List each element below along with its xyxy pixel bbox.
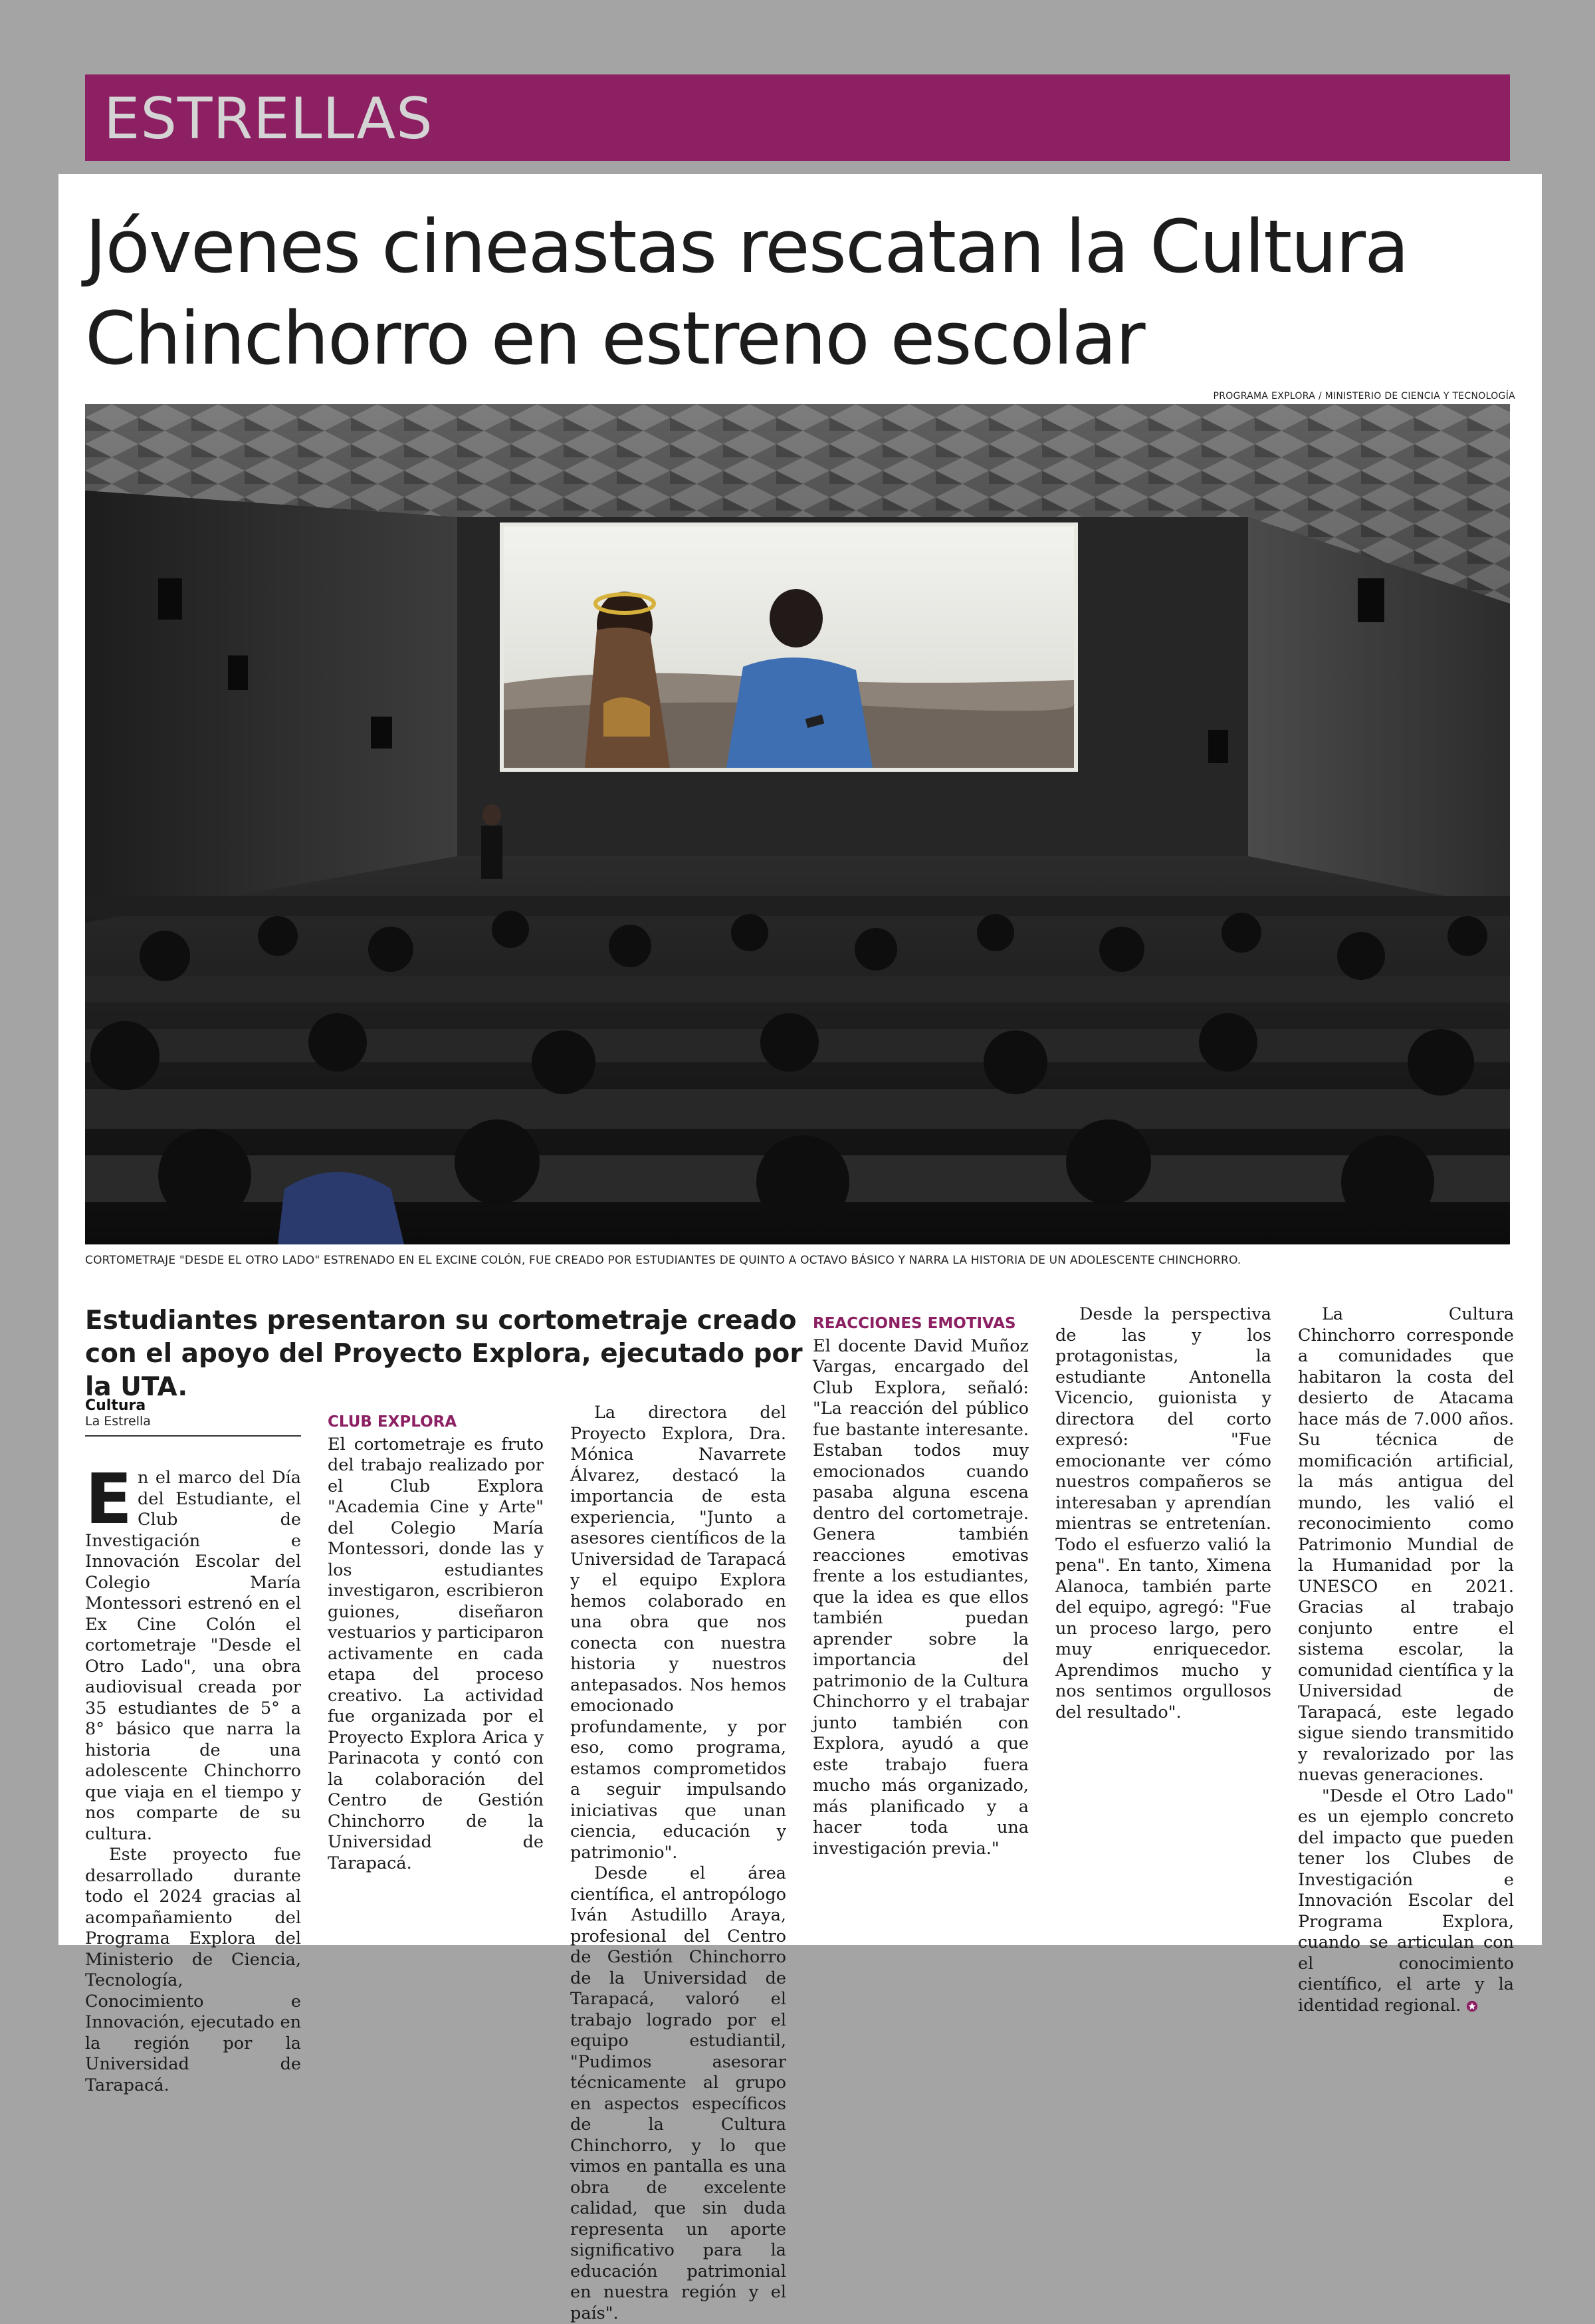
end-mark-icon (1466, 2000, 1478, 2012)
intertitle-club-explora: CLUB EXPLORA (328, 1413, 457, 1431)
photo-credit: PROGRAMA EXPLORA / MINISTERIO DE CIENCIA Y TECNOLOGÍA (1213, 391, 1515, 402)
article-column-1 (85, 1458, 301, 2096)
article-paragraph: Desde la perspectiva de las y los protagonistas, la estudiante Antonella Vicencio, guionista y directora del corto expresó: "Fue emocionante ver cómo nuestros compañeros se interesaban y aprendían mientras se entretenían. Todo el esfuerzo valió la pena". En tanto, Ximena Alanoca, también parte del equipo, agregó: "Fue un proceso largo, pero muy enriquecedor. Aprendimos mucho y nos sentimos orgullosos del resultado". (1055, 1304, 1271, 1722)
cinema-photo (85, 404, 1510, 1244)
article-paragraph: La Cultura Chinchorro corresponde a comunidades que habitaron la costa del desierto de Atacama hace más de 7.000 años. Su técnica de momificación artificial, la más antigua del mundo, les valió el reconocimiento como Patrimonio Mundial de la Humanidad por la UNESCO en 2021. Gracias al trabajo conjunto entre el sistema escolar, la comunidad científica y la Universidad de Tarapacá, este legado sigue siendo transmitido y revalorizado por las nuevas generaciones. (1298, 1304, 1514, 1785)
article-column-4 (813, 1304, 1029, 1859)
byline (85, 1397, 301, 1437)
article-paragraph: El cortometraje es fruto del trabajo realizado por el Club Explora "Academia Cine y Arte" del Colegio María Montessori, donde las y los estudiantes investigaron, escribieron guiones, diseñaron vestuarios y participaron activamente en cada etapa del proceso creativo. La actividad fue organizada por el Proyecto Explora Arica y Parinacota y contó con la colaboración del Centro de Gestión Chinchorro de la Universidad de Tarapacá. (328, 1434, 544, 1873)
article-paragraph: La directora del Proyecto Explora, Dra. Mónica Navarrete Álvarez, destacó la importancia de esta experiencia, "Junto a asesores científicos de la Universidad de Tarapacá y el equipo Explora hemos colaborado en una obra que nos conecta con nuestra historia y nuestros antepasados. Nos hemos emocionado profundamente, y por eso, como programa, estamos comprometidos a seguir impulsando iniciativas que unan ciencia, educación y patrimonio". (570, 1403, 786, 1863)
article-column-3 (570, 1403, 786, 2324)
article-paragraph: "Desde el Otro Lado" es un ejemplo concreto del impacto que pueden tener los Clubes de Investigación e Innovación Escolar del Programa Explora, cuando se articulan con el conocimiento científico, el arte y la identidad regional. (1298, 1786, 1514, 2016)
newspaper-page (58, 174, 1542, 2323)
article-paragraph: El docente David Muñoz Vargas, encargado del Club Explora, señaló: "La reacción del público fue bastante interesante. Estaban todos muy emocionados cuando pasaba alguna escena dentro del cortometraje. Genera también reacciones emotivas frente a los estudiantes, que la idea es que ellos también puedan aprender sobre la importancia del patrimonio de la Cultura Chinchorro y el trabajar junto también con Explora, ayudó a que este trabajo fuera mucho más organizado, más planificado y a hacer toda una investigación previa." (813, 1336, 1029, 1859)
article-paragraph: Este proyecto fue desarrollado durante todo el 2024 gracias al acompañamiento del Programa Explora del Ministerio de Ciencia, Tecnología, Conocimiento e Innovación, ejecutado en la región por la Universidad de Tarapacá. (85, 1845, 301, 2095)
drop-cap: E (85, 1458, 133, 1540)
article-column-5 (1055, 1304, 1271, 1723)
byline-section: Cultura (85, 1397, 146, 1414)
article-column-6 (1298, 1304, 1514, 2016)
article-paragraph: En el marco del Día del Estudiante, el Club de Investigación e Innovación Escolar del Colegio María Montessori estrenó en el Ex Cine Colón el cortometraje "Desde el Otro Lado", una obra audiovisual creada por 35 estudiantes de 5° a 8° básico que narra la historia de una adolescente Chinchorro que viaja en el tiempo y nos comparte de su cultura. (85, 1458, 301, 1844)
section-label: ESTRELLAS (104, 86, 433, 152)
article-column-2 (328, 1403, 544, 1874)
subheadline: Estudiantes presentaron su cortometraje creado con el apoyo del Proyecto Explora, ejecutado por la UTA. (85, 1306, 803, 1402)
section-banner (85, 74, 1510, 161)
article-paragraph: Desde el área científica, el antropólogo Iván Astudillo Araya, profesional del Centro de Gestión Chinchorro de la Universidad de Tarapacá, valoró el trabajo logrado por el equipo estudiantil, "Pudimos asesorar técnicamente al grupo en aspectos específicos de la Cultura Chinchorro, y lo que vimos en pantalla es una obra de excelente calidad, que sin duda representa un aporte significativo para la educación patrimonial en nuestra región y el país". (570, 1863, 786, 2323)
photo-caption: CORTOMETRAJE "DESDE EL OTRO LADO" ESTRENADO EN EL EXCINE COLÓN, FUE CREADO POR ESTUDIANTES DE QUINTO A OCTAVO BÁSICO Y NARRA LA HISTORIA DE UN ADOLESCENTE CHINCHORRO. (85, 1254, 1241, 1267)
byline-source: La Estrella (85, 1414, 151, 1429)
intertitle-reacciones: REACCIONES EMOTIVAS (813, 1315, 1016, 1332)
headline: Jóvenes cineastas rescatan la Cultura Chinchorro en estreno escolar (85, 204, 1408, 381)
